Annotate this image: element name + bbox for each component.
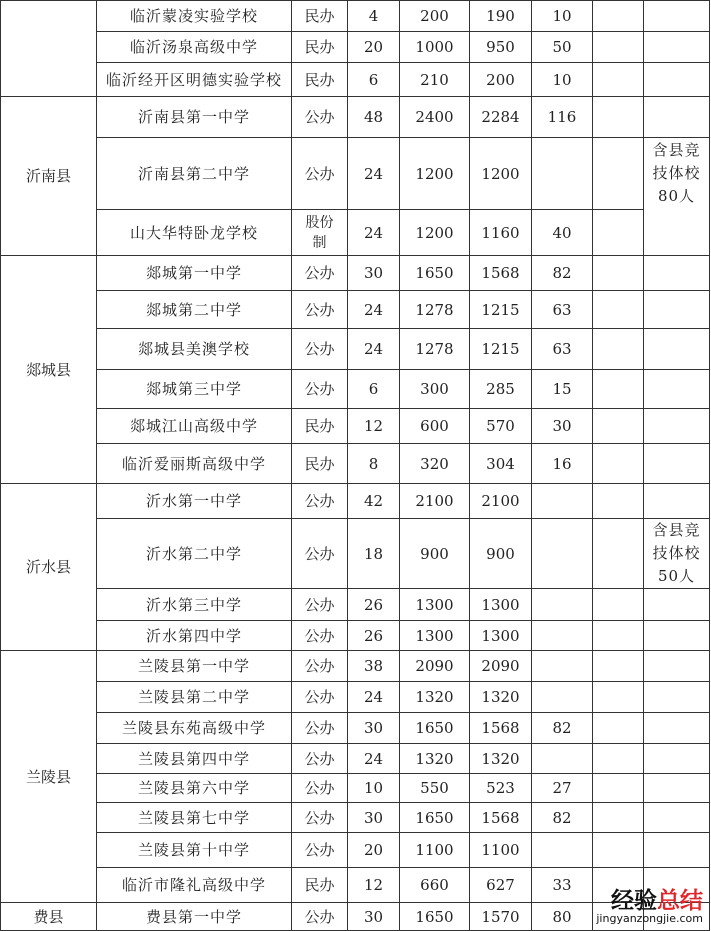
- county-cell: 沂水县: [1, 484, 97, 651]
- plan-a-cell: 304: [470, 444, 532, 484]
- school-type-cell: 公办: [292, 291, 348, 329]
- school-type-text: 股份制: [305, 214, 334, 251]
- table-row: [1, 210, 710, 256]
- empty-cell: [593, 444, 644, 484]
- plan-total-cell: 550: [400, 774, 470, 803]
- school-type-cell: 公办: [292, 519, 348, 589]
- school-name-cell: 费县第一中学: [97, 903, 292, 931]
- county-cell: 郯城县: [1, 256, 97, 484]
- school-name-cell: 郯城第二中学: [97, 291, 292, 329]
- empty-cell: [593, 138, 644, 210]
- plan-b-cell: [532, 519, 593, 589]
- table-row: [1, 138, 710, 210]
- class-count-cell: 30: [348, 903, 400, 931]
- note-cell: [644, 519, 710, 589]
- table-row: [1, 682, 710, 713]
- school-type-cell: 民办: [292, 1, 348, 32]
- table-row: [1, 370, 710, 409]
- plan-a-cell: 190: [470, 1, 532, 32]
- plan-a-cell: 1215: [470, 329, 532, 370]
- plan-total-cell: 2100: [400, 484, 470, 519]
- school-type-cell: 公办: [292, 803, 348, 833]
- class-count-cell: 24: [348, 744, 400, 774]
- plan-total-cell: 1650: [400, 803, 470, 833]
- school-name-cell: 临沂汤泉高级中学: [97, 32, 292, 63]
- school-name-cell: 郯城县美澳学校: [97, 329, 292, 370]
- school-type-cell: 公办: [292, 651, 348, 682]
- plan-total-cell: 1200: [400, 210, 470, 256]
- watermark-text-a: 经验: [611, 888, 657, 914]
- plan-a-cell: 2100: [470, 484, 532, 519]
- class-count-cell: 30: [348, 256, 400, 291]
- county-cell: [1, 1, 97, 97]
- plan-a-cell: 1568: [470, 803, 532, 833]
- empty-cell: [593, 32, 644, 63]
- empty-cell: [593, 833, 644, 868]
- table-row: [1, 903, 710, 931]
- note-text: 含县竞技体校80人: [652, 141, 701, 205]
- plan-b-cell: 33: [532, 868, 593, 903]
- school-type-cell: 公办: [292, 621, 348, 651]
- table-row: [1, 651, 710, 682]
- plan-total-cell: 1300: [400, 589, 470, 621]
- note-cell: [644, 803, 710, 833]
- plan-b-cell: [532, 138, 593, 210]
- plan-b-cell: 82: [532, 803, 593, 833]
- table-row: [1, 868, 710, 903]
- plan-b-cell: 10: [532, 1, 593, 32]
- note-cell: [644, 444, 710, 484]
- empty-cell: [593, 744, 644, 774]
- plan-b-cell: 15: [532, 370, 593, 409]
- school-type-cell: 公办: [292, 256, 348, 291]
- class-count-cell: 26: [348, 621, 400, 651]
- empty-cell: [593, 1, 644, 32]
- note-cell: [644, 138, 710, 256]
- table-row: [1, 63, 710, 97]
- school-type-cell: 公办: [292, 329, 348, 370]
- plan-b-cell: 80: [532, 903, 593, 931]
- plan-total-cell: 1100: [400, 833, 470, 868]
- note-cell: [644, 903, 710, 931]
- empty-cell: [593, 651, 644, 682]
- class-count-cell: 12: [348, 868, 400, 903]
- table-row: [1, 774, 710, 803]
- class-count-cell: 24: [348, 138, 400, 210]
- school-type-cell: 公办: [292, 370, 348, 409]
- plan-a-cell: 200: [470, 63, 532, 97]
- school-name-cell: 兰陵县第十中学: [97, 833, 292, 868]
- school-name-cell: 兰陵县第二中学: [97, 682, 292, 713]
- school-name-cell: 郯城江山高级中学: [97, 409, 292, 444]
- note-cell: [644, 291, 710, 329]
- county-cell: 兰陵县: [1, 651, 97, 903]
- school-type-cell: 公办: [292, 833, 348, 868]
- plan-b-cell: [532, 833, 593, 868]
- plan-a-cell: 1320: [470, 682, 532, 713]
- plan-a-cell: 627: [470, 868, 532, 903]
- class-count-cell: 18: [348, 519, 400, 589]
- plan-a-cell: 900: [470, 519, 532, 589]
- empty-cell: [593, 370, 644, 409]
- empty-cell: [593, 589, 644, 621]
- plan-b-cell: [532, 682, 593, 713]
- class-count-cell: 4: [348, 1, 400, 32]
- class-count-cell: 26: [348, 589, 400, 621]
- plan-total-cell: 660: [400, 868, 470, 903]
- plan-b-cell: [532, 484, 593, 519]
- note-cell: [644, 484, 710, 519]
- class-count-cell: 24: [348, 329, 400, 370]
- plan-b-cell: 30: [532, 409, 593, 444]
- plan-a-cell: 1568: [470, 713, 532, 744]
- table-row: [1, 329, 710, 370]
- empty-cell: [593, 903, 644, 931]
- class-count-cell: 8: [348, 444, 400, 484]
- school-type-cell: 公办: [292, 903, 348, 931]
- plan-total-cell: 1650: [400, 713, 470, 744]
- plan-b-cell: [532, 651, 593, 682]
- table-row: [1, 32, 710, 63]
- plan-total-cell: 1320: [400, 682, 470, 713]
- school-type-cell: 公办: [292, 484, 348, 519]
- school-type-cell: 公办: [292, 744, 348, 774]
- plan-a-cell: 1200: [470, 138, 532, 210]
- school-name-cell: 兰陵县东苑高级中学: [97, 713, 292, 744]
- note-cell: [644, 713, 710, 744]
- school-name-cell: 兰陵县第四中学: [97, 744, 292, 774]
- plan-a-cell: 570: [470, 409, 532, 444]
- plan-total-cell: 320: [400, 444, 470, 484]
- school-type-cell: 民办: [292, 32, 348, 63]
- empty-cell: [593, 621, 644, 651]
- class-count-cell: 24: [348, 682, 400, 713]
- table-row: [1, 97, 710, 138]
- plan-b-cell: [532, 621, 593, 651]
- school-name-cell: 郯城第一中学: [97, 256, 292, 291]
- plan-b-cell: [532, 744, 593, 774]
- plan-total-cell: 1278: [400, 291, 470, 329]
- plan-total-cell: 1650: [400, 903, 470, 931]
- school-name-cell: 临沂爱丽斯高级中学: [97, 444, 292, 484]
- plan-b-cell: 10: [532, 63, 593, 97]
- school-type-cell: 民办: [292, 409, 348, 444]
- class-count-cell: 24: [348, 210, 400, 256]
- empty-cell: [593, 713, 644, 744]
- plan-a-cell: 1300: [470, 621, 532, 651]
- school-name-cell: 临沂经开区明德实验学校: [97, 63, 292, 97]
- table-row: [1, 833, 710, 868]
- class-count-cell: 24: [348, 291, 400, 329]
- plan-b-cell: 50: [532, 32, 593, 63]
- plan-total-cell: 1650: [400, 256, 470, 291]
- table-row: [1, 291, 710, 329]
- school-name-cell: 沂水第四中学: [97, 621, 292, 651]
- plan-b-cell: [532, 589, 593, 621]
- school-type-cell: 公办: [292, 713, 348, 744]
- note-cell: [644, 409, 710, 444]
- school-type-cell: 民办: [292, 868, 348, 903]
- empty-cell: [593, 774, 644, 803]
- watermark-url: jingyanzongjie.com: [596, 912, 703, 925]
- class-count-cell: 6: [348, 370, 400, 409]
- school-name-cell: 沂南县第二中学: [97, 138, 292, 210]
- empty-cell: [593, 210, 644, 256]
- plan-a-cell: 1300: [470, 589, 532, 621]
- plan-b-cell: 82: [532, 713, 593, 744]
- school-name-cell: 沂水第二中学: [97, 519, 292, 589]
- plan-a-cell: 1570: [470, 903, 532, 931]
- note-text: 含县竞技体校50人: [652, 521, 701, 585]
- school-name-cell: 临沂蒙凌实验学校: [97, 1, 292, 32]
- table-row: [1, 713, 710, 744]
- plan-a-cell: 2090: [470, 651, 532, 682]
- class-count-cell: 38: [348, 651, 400, 682]
- class-count-cell: 6: [348, 63, 400, 97]
- table-row: [1, 444, 710, 484]
- note-cell: [644, 868, 710, 903]
- plan-b-cell: 27: [532, 774, 593, 803]
- plan-total-cell: 2090: [400, 651, 470, 682]
- school-name-cell: 兰陵县第六中学: [97, 774, 292, 803]
- class-count-cell: 30: [348, 713, 400, 744]
- plan-total-cell: 2400: [400, 97, 470, 138]
- school-type-cell: 公办: [292, 774, 348, 803]
- table-row: [1, 484, 710, 519]
- class-count-cell: 12: [348, 409, 400, 444]
- empty-cell: [593, 409, 644, 444]
- note-cell: [644, 744, 710, 774]
- plan-a-cell: 1160: [470, 210, 532, 256]
- school-name-cell: 兰陵县第一中学: [97, 651, 292, 682]
- plan-a-cell: 523: [470, 774, 532, 803]
- plan-a-cell: 285: [470, 370, 532, 409]
- school-type-cell: 公办: [292, 682, 348, 713]
- table-row: [1, 256, 710, 291]
- plan-total-cell: 1000: [400, 32, 470, 63]
- plan-b-cell: 82: [532, 256, 593, 291]
- empty-cell: [593, 97, 644, 138]
- school-name-cell: 兰陵县第七中学: [97, 803, 292, 833]
- note-cell: [644, 774, 710, 803]
- empty-cell: [593, 329, 644, 370]
- plan-total-cell: 900: [400, 519, 470, 589]
- school-type-cell: 民办: [292, 63, 348, 97]
- note-cell: [644, 370, 710, 409]
- note-cell: [644, 32, 710, 63]
- county-cell: 费县: [1, 903, 97, 931]
- school-type-cell: 民办: [292, 444, 348, 484]
- school-type-cell: 公办: [292, 97, 348, 138]
- plan-total-cell: 1200: [400, 138, 470, 210]
- note-cell: [644, 329, 710, 370]
- plan-b-cell: 63: [532, 291, 593, 329]
- note-cell: [644, 97, 710, 138]
- class-count-cell: 42: [348, 484, 400, 519]
- table-row: [1, 803, 710, 833]
- plan-total-cell: 210: [400, 63, 470, 97]
- school-name-cell: 沂南县第一中学: [97, 97, 292, 138]
- note-cell: [644, 1, 710, 32]
- note-cell: [644, 682, 710, 713]
- table-row: [1, 621, 710, 651]
- note-cell: [644, 589, 710, 621]
- table-row: [1, 1, 710, 32]
- plan-a-cell: 950: [470, 32, 532, 63]
- class-count-cell: 20: [348, 833, 400, 868]
- watermark-text-b: 总结: [657, 888, 703, 914]
- table-row: [1, 744, 710, 774]
- note-cell: [644, 256, 710, 291]
- class-count-cell: 20: [348, 32, 400, 63]
- empty-cell: [593, 682, 644, 713]
- empty-cell: [593, 868, 644, 903]
- school-name-cell: 沂水第一中学: [97, 484, 292, 519]
- plan-a-cell: 1320: [470, 744, 532, 774]
- note-cell: [644, 833, 710, 868]
- table-row: [1, 409, 710, 444]
- class-count-cell: 10: [348, 774, 400, 803]
- plan-total-cell: 600: [400, 409, 470, 444]
- plan-total-cell: 1300: [400, 621, 470, 651]
- table-row: [1, 519, 710, 589]
- empty-cell: [593, 803, 644, 833]
- class-count-cell: 48: [348, 97, 400, 138]
- plan-b-cell: 16: [532, 444, 593, 484]
- empty-cell: [593, 519, 644, 589]
- plan-total-cell: 1278: [400, 329, 470, 370]
- note-cell: [644, 63, 710, 97]
- plan-total-cell: 200: [400, 1, 470, 32]
- plan-total-cell: 1320: [400, 744, 470, 774]
- plan-a-cell: 2284: [470, 97, 532, 138]
- school-type-cell: [292, 210, 348, 256]
- school-name-cell: 郯城第三中学: [97, 370, 292, 409]
- plan-b-cell: 116: [532, 97, 593, 138]
- plan-b-cell: 63: [532, 329, 593, 370]
- school-name-cell: 临沂市隆礼高级中学: [97, 868, 292, 903]
- empty-cell: [593, 63, 644, 97]
- plan-a-cell: 1568: [470, 256, 532, 291]
- school-name-cell: 沂水第三中学: [97, 589, 292, 621]
- county-cell: 沂南县: [1, 97, 97, 256]
- plan-a-cell: 1100: [470, 833, 532, 868]
- class-count-cell: 30: [348, 803, 400, 833]
- plan-b-cell: 40: [532, 210, 593, 256]
- empty-cell: [593, 291, 644, 329]
- school-type-cell: 公办: [292, 138, 348, 210]
- table-row: [1, 589, 710, 621]
- note-cell: [644, 621, 710, 651]
- school-type-cell: 公办: [292, 589, 348, 621]
- plan-a-cell: 1215: [470, 291, 532, 329]
- plan-total-cell: 300: [400, 370, 470, 409]
- note-cell: [644, 651, 710, 682]
- school-name-cell: 山大华特卧龙学校: [97, 210, 292, 256]
- empty-cell: [593, 484, 644, 519]
- empty-cell: [593, 256, 644, 291]
